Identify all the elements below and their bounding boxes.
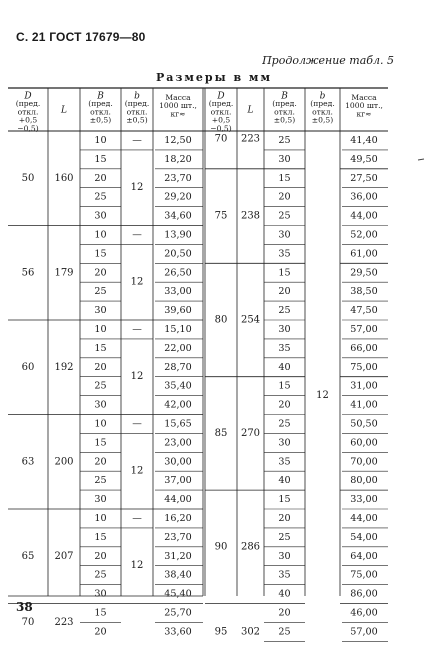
- header-B: ±0,5): [273, 115, 296, 125]
- cell-B: 30: [94, 494, 107, 506]
- header-mass: 1000 шт.,: [159, 101, 197, 111]
- cell-B: 40: [278, 361, 291, 373]
- cell-D: 70: [21, 616, 35, 628]
- page-header: С. 21 ГОСТ 17679—80: [16, 30, 146, 44]
- cell-mass: 36,00: [350, 191, 378, 203]
- cell-D: 63: [21, 456, 35, 468]
- header-mass: кг≈: [356, 109, 372, 119]
- cell-B: 20: [94, 626, 107, 638]
- cell-L: 207: [54, 550, 74, 562]
- cell-B: 30: [278, 153, 291, 165]
- cell-B: 25: [94, 191, 107, 203]
- cell-D: 85: [214, 427, 228, 439]
- header-B: B: [97, 91, 104, 102]
- cell-D: 70: [214, 133, 228, 145]
- cell-mass: 26,50: [164, 267, 192, 279]
- cell-mass: 38,40: [164, 569, 192, 581]
- cell-mass: 44,00: [350, 512, 378, 524]
- cell-B: 15: [94, 531, 107, 543]
- cell-B: 30: [94, 210, 107, 222]
- cell-mass: 31,20: [164, 550, 192, 562]
- cell-mass: 33,60: [164, 626, 192, 638]
- header-D: −0,5): [210, 123, 232, 133]
- header-D: D: [217, 91, 225, 102]
- cell-mass: 75,00: [350, 361, 378, 373]
- cell-B: 35: [278, 248, 291, 260]
- cell-B: 25: [278, 210, 291, 222]
- cell-mass: 52,00: [350, 229, 378, 241]
- cell-B: 25: [94, 569, 107, 581]
- cell-B: 30: [278, 437, 291, 449]
- cell-b-dash: —: [132, 323, 142, 335]
- cell-L: 179: [54, 267, 74, 279]
- cell-mass: 86,00: [350, 588, 378, 600]
- header-b: (пред.: [124, 99, 150, 109]
- cell-mass: 66,00: [350, 342, 378, 354]
- header-D: D: [24, 91, 32, 102]
- cell-L: 238: [240, 210, 261, 222]
- cell-L: 302: [240, 626, 261, 638]
- margin-mark: [418, 159, 424, 160]
- header-B: (пред.: [272, 99, 297, 109]
- cell-mass: 29,20: [164, 191, 192, 203]
- cell-mass: 70,00: [350, 456, 378, 468]
- cell-mass: 42,00: [164, 399, 192, 411]
- cell-mass: 61,00: [350, 248, 378, 260]
- cell-b: 12: [130, 276, 144, 288]
- cell-mass: 12,50: [164, 134, 192, 146]
- header-D: (пред.: [15, 99, 41, 109]
- cell-mass: 38,50: [350, 286, 378, 298]
- cell-b: 12: [130, 371, 144, 383]
- cell-L: 286: [240, 541, 261, 553]
- cell-B: 30: [278, 323, 291, 335]
- cell-B: 15: [278, 494, 291, 506]
- cell-L: 223: [240, 133, 261, 145]
- header-L: L: [247, 105, 254, 116]
- cell-mass: 30,00: [164, 456, 192, 468]
- cell-B: 20: [278, 512, 291, 524]
- cell-mass: 44,00: [350, 210, 378, 222]
- cell-mass: 29,50: [350, 267, 378, 279]
- cell-b-dash: —: [132, 418, 142, 430]
- cell-D: 60: [21, 361, 35, 373]
- cell-B: 10: [94, 512, 107, 524]
- cell-mass: 80,00: [350, 475, 378, 487]
- cell-B: 25: [278, 531, 291, 543]
- cell-mass: 33,00: [350, 494, 378, 506]
- cell-L: 160: [54, 172, 74, 184]
- cell-B: 20: [94, 267, 107, 279]
- cell-mass: 25,70: [164, 607, 192, 619]
- header-D: (пред.: [208, 99, 234, 109]
- cell-D: 75: [214, 210, 228, 222]
- cell-mass: 46,00: [350, 607, 378, 619]
- cell-B: 20: [278, 607, 291, 619]
- cell-mass: 34,60: [164, 210, 192, 222]
- cell-B: 35: [278, 569, 291, 581]
- header-b: b: [319, 91, 326, 102]
- cell-mass: 39,60: [164, 305, 192, 317]
- cell-B: 20: [94, 361, 107, 373]
- cell-B: 20: [278, 399, 291, 411]
- cell-B: 20: [278, 286, 291, 298]
- cell-L: 192: [54, 361, 74, 373]
- cell-B: 35: [278, 456, 291, 468]
- cell-mass: 13,90: [164, 229, 192, 241]
- cell-B: 25: [94, 286, 107, 298]
- cell-B: 30: [94, 305, 107, 317]
- cell-b-dash: —: [132, 512, 142, 524]
- cell-b: 12: [130, 560, 144, 572]
- units-caption: Размеры в мм: [155, 71, 273, 84]
- header-b: b: [134, 91, 140, 102]
- cell-B: 30: [94, 588, 107, 600]
- cell-D: 50: [21, 172, 35, 184]
- cell-B: 15: [94, 607, 107, 619]
- cell-B: 25: [278, 626, 291, 638]
- cell-B: 25: [278, 418, 291, 430]
- cell-b: 12: [130, 465, 144, 477]
- cell-B: 15: [94, 437, 107, 449]
- cell-B: 10: [94, 229, 107, 241]
- cell-D: 56: [21, 267, 35, 279]
- cell-mass: 37,00: [164, 475, 192, 487]
- cell-B: 30: [94, 399, 107, 411]
- cell-mass: 45,40: [164, 588, 192, 600]
- cell-mass: 16,20: [164, 512, 192, 524]
- cell-mass: 57,00: [350, 626, 378, 638]
- cell-mass: 50,50: [350, 418, 378, 430]
- header-mass: 1000 шт.,: [345, 101, 383, 111]
- cell-D: 80: [214, 314, 228, 326]
- cell-B: 25: [94, 475, 107, 487]
- cell-mass: 18,20: [164, 153, 192, 165]
- header-B: откл.: [274, 107, 295, 117]
- cell-D: 95: [214, 626, 228, 638]
- cell-B: 25: [278, 134, 291, 146]
- header-b: откл.: [126, 107, 148, 117]
- header-B: ±0,5): [89, 115, 112, 125]
- cell-b-dash: —: [132, 134, 142, 146]
- cell-b: 12: [130, 182, 144, 194]
- cell-B: 20: [94, 172, 107, 184]
- cell-B: 15: [278, 267, 291, 279]
- cell-mass: 28,70: [164, 361, 192, 373]
- header-B: B: [281, 91, 288, 102]
- cell-B: 15: [278, 172, 291, 184]
- cell-B: 10: [94, 418, 107, 430]
- cell-B: 30: [278, 550, 291, 562]
- cell-B: 10: [94, 323, 107, 335]
- cell-B: 10: [94, 134, 107, 146]
- cell-mass: 64,00: [350, 550, 378, 562]
- header-D: +0,5: [18, 115, 38, 125]
- cell-mass: 41,40: [350, 134, 378, 146]
- cell-B: 40: [278, 475, 291, 487]
- header-D: +0,5: [211, 115, 231, 125]
- header-B: откл.: [90, 107, 111, 117]
- cell-mass: 22,00: [164, 342, 192, 354]
- cell-mass: 35,40: [164, 380, 192, 392]
- cell-mass: 41,00: [350, 399, 378, 411]
- cell-B: 15: [94, 153, 107, 165]
- cell-L: 270: [240, 427, 261, 439]
- header-mass: Масса: [165, 93, 191, 102]
- cell-L: 254: [240, 314, 261, 326]
- cell-B: 20: [94, 550, 107, 562]
- cell-L: 200: [54, 456, 74, 468]
- cell-B: 20: [278, 191, 291, 203]
- cell-b-dash: —: [132, 229, 142, 241]
- cell-D: 90: [214, 541, 228, 553]
- cell-mass: 47,50: [350, 305, 378, 317]
- cell-mass: 54,00: [350, 531, 378, 543]
- cell-mass: 49,50: [350, 153, 378, 165]
- cell-B: 25: [94, 380, 107, 392]
- cell-mass: 15,10: [164, 323, 192, 335]
- cell-mass: 23,70: [164, 172, 192, 184]
- cell-mass: 31,00: [350, 380, 378, 392]
- header-D: откл.: [210, 107, 232, 117]
- cell-mass: 20,50: [164, 248, 192, 260]
- cell-B: 15: [278, 380, 291, 392]
- cell-mass: 60,00: [350, 437, 378, 449]
- header-B: (пред.: [88, 99, 113, 109]
- header-b: откл.: [312, 107, 333, 117]
- cell-D: 65: [21, 550, 35, 562]
- cell-mass: 23,00: [164, 437, 192, 449]
- header-L: L: [61, 105, 67, 116]
- header-b: (пред.: [310, 99, 335, 109]
- cell-L: 223: [54, 616, 74, 628]
- header-mass: Масса: [351, 93, 377, 102]
- cell-mass: 75,00: [350, 569, 378, 581]
- header-D: −0,5): [17, 123, 39, 133]
- header-D: откл.: [17, 107, 39, 117]
- cell-mass: 27,50: [350, 172, 378, 184]
- cell-B: 25: [278, 305, 291, 317]
- cell-mass: 33,00: [164, 286, 192, 298]
- cell-b: 12: [316, 390, 329, 402]
- cell-mass: 15,65: [164, 418, 192, 430]
- header-b: ±0,5): [126, 115, 148, 125]
- cell-B: 15: [94, 342, 107, 354]
- page-number: 38: [16, 600, 33, 614]
- table-continuation-label: Продолжение табл. 5: [262, 54, 394, 67]
- cell-mass: 57,00: [350, 323, 378, 335]
- cell-B: 15: [94, 248, 107, 260]
- cell-B: 30: [278, 229, 291, 241]
- cell-mass: 23,70: [164, 531, 192, 543]
- cell-B: 35: [278, 342, 291, 354]
- header-mass: кг≈: [170, 109, 186, 119]
- header-b: ±0,5): [311, 115, 334, 125]
- cell-B: 40: [278, 588, 291, 600]
- cell-B: 20: [94, 456, 107, 468]
- cell-mass: 44,00: [164, 494, 192, 506]
